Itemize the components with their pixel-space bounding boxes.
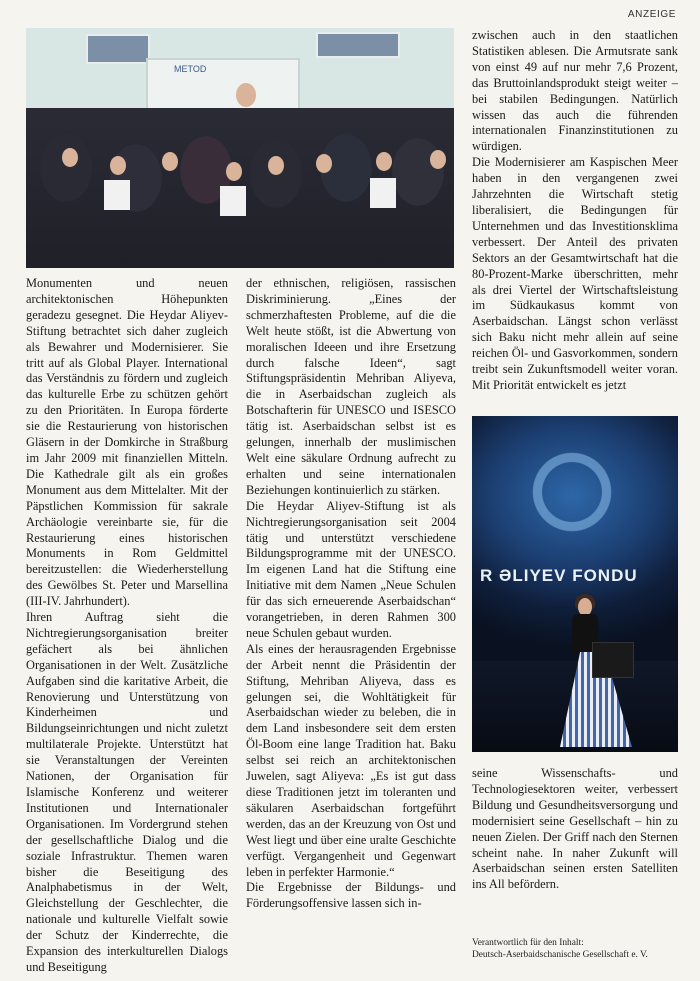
wall-poster — [316, 32, 400, 58]
child-shirt — [220, 186, 246, 216]
wall-poster — [86, 34, 150, 64]
paragraph: der ethnischen, religiösen, rassischen Diskriminierung. „Eines der schmerzhaftesten Probleme, auf die die Welt heute stößt, ist die Abwertung von moralischen Ideeen und ihre Ersetzung durch falsche Ideen“, sagt Stiftungspräsidentin Mehriban Aliyeva, die in Aserbaidschan zugleich als Botschafterin für UNESCO und ISESCO tätig ist. Aserbaidschan selbst ist es gelungen, innerhalb der muslimischen Welt eine säkulare Ordnung aufrecht zu erhalten und seine internationalen Beziehungen kontinuierlich zu stärken. — [246, 276, 456, 497]
foundation-banner-text: R ƏLIYEV FONDU — [480, 566, 638, 585]
paragraph: Ihren Auftrag sieht die Nichtregierungsorganisation breiter gefächert als bei ähnlichen Organisationen in der Welt. Zusätzliche Aufgaben sind die karitative Arbeit, die Renovierung und Unterstützung von Kinderheimen und Bildungseinrichtungen und nicht zuletzt multilaterale Projekte. Unterstützt hat sie Veranstaltungen der Vereinten Nationen, der Organisation für Islamische Konferenz und weiterer Institutionen und Internationaler Organisationen. Im Vordergrund stehen der gesellschaftliche Dialog und die soziale Infrastruktur. Themen waren bisher die Beseitigung des Analphabetismus in der Welt, Gleichstellung der Geschlechter, die nationale und kulturelle Vielfalt sowie der Schutz der Kinderrechte, die Expansion des interkulturellen Dialogs und Beseitigung — [26, 610, 228, 974]
article-column-3-bottom — [472, 766, 678, 893]
school-children-photo — [26, 28, 454, 268]
paragraph: Die Ergebnisse der Bildungs- und Förderungsoffensive lassen sich in- — [246, 880, 456, 911]
foundation-emblem — [502, 432, 642, 552]
child-face — [62, 148, 78, 167]
article-column-1 — [26, 276, 228, 976]
child-face — [316, 154, 332, 173]
child-shirt — [370, 178, 396, 208]
child-face — [268, 156, 284, 175]
child-face — [162, 152, 178, 171]
publisher-note-line2: Deutsch-Aserbaidschanische Gesellschaft e. V. — [472, 950, 648, 960]
publisher-note-line1: Verantwortlich für den Inhalt: — [472, 938, 584, 948]
paragraph: zwischen auch in den staatlichen Statistiken ablesen. Die Armutsrate sank von einst 49 auf nur mehr 7,6 Prozent, das Bruttoinlandsprodukt steigt weiter – bei stabilen Bedingungen. Natürlich wissen das auch die führenden internationalen Finanzinstitutionen zu würdigen. — [472, 28, 678, 154]
article-column-2 — [246, 276, 456, 912]
paragraph: Die Modernisierer am Kaspischen Meer haben in den vergangenen zwei Jahrzehnten die Wirtschaft stetig liberalisiert, die Bedingungen für Unternehmen und das Investitionsklima verbessert. Der Anteil des privaten Sektors an der Gesamtwirtschaft hat die 80-Prozent-Marke überschritten, mehr als drei Viertel der Wirtschaftsleistung im Südkaukasus kommt von Aserbaidschan. Längst schon verlässt sich Baku nicht mehr allein auf seine reichen Öl- und Gasvorkommen, sondern treibt sein Zukunftsmodell weiter voran. Mit Priorität entwickelt es jetzt — [472, 155, 678, 392]
child-face — [226, 162, 242, 181]
paragraph: Als eines der herausragenden Ergebnisse der Arbeit nennt die Präsidentin der Stiftung, Mehriban Aliyeva, dass es gelungen sei, die Wohltätigkeit für Aserbaidschan wieder zu beleben, die in dem Land insbesondere seit dem ersten Öl-Boom eine lange Tradition hat. Baku selbst sei reich an architektonischen Juwelen, sagt Aliyeva: „Es ist gut dass diese Traditionen jetzt im toleranten und säkularen Aserbaidschan fortgeführt werden, das an der Kreuzung von Ost und West liegt und über eine uralte Geschichte verfügt. Vergangenheit und Gegenwart leben in perfekter Harmonie.“ — [246, 641, 456, 879]
paragraph: Monumenten und neuen architektonischen Höhepunkten geradezu gesegnet. Die Heydar Aliyev-Stiftung betrachtet sich daher zugleich als Bewahrer und Modernisierer. Sie tritt auf als Global Player. International das Verständnis zu fördern und zugleich das kulturelle Erbe zu schützen gehört zu den Prioritäten. In Europa förderte sie die Restaurierung von historischen Gläsern in der Domkirche in Straßburg im Jahr 2009 mit finanziellen Mitteln. Die Kathedrale gilt als ein großes Monument aus dem Mittelalter. Mit der Päpstlichen Kommission für sakrale Archäologie vereinbarte sie, für die Restaurierung eines historischen Monuments in Rom Geldmittel bereitzustellen: die Wiederherstellung des Gewölbes St. Peter und Marsellina (III-IV. Jahrhundert). — [26, 276, 228, 609]
paragraph: seine Wissenschafts- und Technologiesektoren weiter, verbessert Bildung und Gesundheitsversorgung und modernisiert seine Gesellschaft – hin zu neuen Zielen. Der Griff nach den Sternen scheint nahe. In naher Zukunft will Aserbaidschan seinen ersten Satelliten ins All befördern. — [472, 766, 678, 892]
paragraph: Die Heydar Aliyev-Stiftung ist als Nichtregierungsorganisation seit 2004 tätig und unterstützt verschiedene Bildungsprogramme mit der UNESCO. Im eigenen Land hat die Stiftung eine Initiative mit dem Namen „Neue Schulen für das sich erneuerende Aserbaidschan“ vorangetrieben, in deren Rahmen 300 neue Schulen gebaut wurden. — [246, 498, 456, 640]
child-face — [430, 150, 446, 169]
article-column-3-top — [472, 28, 678, 394]
child-face — [110, 156, 126, 175]
child-face — [376, 152, 392, 171]
fondu-stage-photo — [472, 416, 678, 752]
woman-face — [236, 83, 256, 107]
child-shirt — [104, 180, 130, 210]
publisher-note — [472, 937, 682, 961]
podium — [592, 642, 634, 678]
anzeige-label: ANZEIGE — [627, 9, 676, 20]
board-text: METOD — [174, 64, 207, 74]
